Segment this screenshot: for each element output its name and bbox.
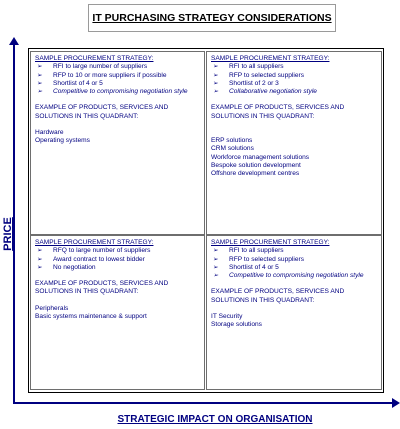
- strategy-item: ➢ Competitive to compromising negotiation style: [211, 272, 377, 280]
- spacer: [211, 305, 377, 313]
- spacer: [35, 272, 200, 280]
- example-item: Operating systems: [35, 137, 90, 145]
- strategy-heading: SAMPLE PROCUREMENT STRATEGY:: [35, 55, 154, 62]
- x-axis-arrow-icon: [392, 398, 400, 408]
- strategy-item: ➢ RFP to 10 or more suppliers if possible: [35, 72, 200, 80]
- example-item: Offshore development centres: [211, 170, 300, 178]
- example-item: IT Security: [211, 313, 243, 321]
- strategy-item: ➢ Competitive to compromising negotiation style: [35, 88, 200, 96]
- strategy-heading: SAMPLE PROCUREMENT STRATEGY:: [211, 55, 330, 62]
- example-item: Hardware: [35, 129, 64, 137]
- spacer: [35, 96, 200, 104]
- quadrant-bottom-right: [206, 235, 382, 390]
- examples-heading: EXAMPLE OF PRODUCTS, SERVICES AND: [35, 280, 169, 288]
- strategy-heading: SAMPLE PROCUREMENT STRATEGY:: [35, 239, 154, 246]
- examples-heading: EXAMPLE OF PRODUCTS, SERVICES AND: [211, 104, 345, 112]
- quadrant-bottom-left: [30, 235, 205, 390]
- example-item: Peripherals: [35, 304, 69, 312]
- strategy-list: [35, 247, 200, 272]
- x-axis-line: [13, 402, 393, 404]
- examples-heading: SOLUTIONS IN THIS QUADRANT:: [35, 288, 139, 296]
- y-axis-label: PRICE: [2, 217, 14, 251]
- page-title: IT PURCHASING STRATEGY CONSIDERATIONS: [92, 12, 332, 24]
- example-item: Bespoke solution development: [211, 161, 301, 169]
- spacer: [211, 121, 377, 137]
- title-box: [88, 4, 336, 32]
- strategy-item: ➢ RFI to all suppliers: [211, 247, 377, 255]
- example-item: Storage solutions: [211, 321, 262, 329]
- quadrant-top-left: [30, 51, 205, 235]
- strategy-item: ➢ Shortlist of 4 or 5: [35, 80, 200, 88]
- quadrant-top-right: [206, 51, 382, 235]
- strategy-item: ➢ Award contract to lowest bidder: [35, 256, 200, 264]
- x-axis-label: STRATEGIC IMPACT ON ORGANISATION: [117, 414, 313, 425]
- strategy-item: ➢ RFI to all suppliers: [211, 63, 377, 71]
- strategy-list: [211, 63, 377, 96]
- spacer: [35, 297, 200, 305]
- example-item: CRM solutions: [211, 145, 254, 153]
- spacer: [35, 121, 200, 129]
- strategy-item: ➢ RFP to selected suppliers: [211, 72, 377, 80]
- strategy-item: ➢ RFP to selected suppliers: [211, 256, 377, 264]
- spacer: [211, 96, 377, 104]
- examples-heading: EXAMPLE OF PRODUCTS, SERVICES AND: [35, 104, 169, 112]
- strategy-item: ➢ Shortlist of 4 or 5: [211, 264, 377, 272]
- examples-heading: SOLUTIONS IN THIS QUADRANT:: [211, 296, 315, 304]
- strategy-list: [211, 247, 377, 280]
- examples-heading: SOLUTIONS IN THIS QUADRANT:: [35, 112, 139, 120]
- example-item: Basic systems maintenance & support: [35, 313, 147, 321]
- strategy-item: ➢ Shortlist of 2 or 3: [211, 80, 377, 88]
- strategy-item: ➢ No negotiation: [35, 264, 200, 272]
- strategy-heading: SAMPLE PROCUREMENT STRATEGY:: [211, 239, 330, 246]
- y-axis-arrow-icon: [9, 37, 19, 45]
- strategy-item: ➢ RFI to large number of suppliers: [35, 63, 200, 71]
- spacer: [211, 280, 377, 288]
- example-item: Workforce management solutions: [211, 153, 310, 161]
- strategy-item: ➢ Collaborative negotiation style: [211, 88, 377, 96]
- strategy-list: [35, 63, 200, 96]
- examples-heading: EXAMPLE OF PRODUCTS, SERVICES AND: [211, 288, 345, 296]
- example-item: ERP solutions: [211, 137, 253, 145]
- strategy-item: ➢ RFQ to large number of suppliers: [35, 247, 200, 255]
- examples-heading: SOLUTIONS IN THIS QUADRANT:: [211, 112, 315, 120]
